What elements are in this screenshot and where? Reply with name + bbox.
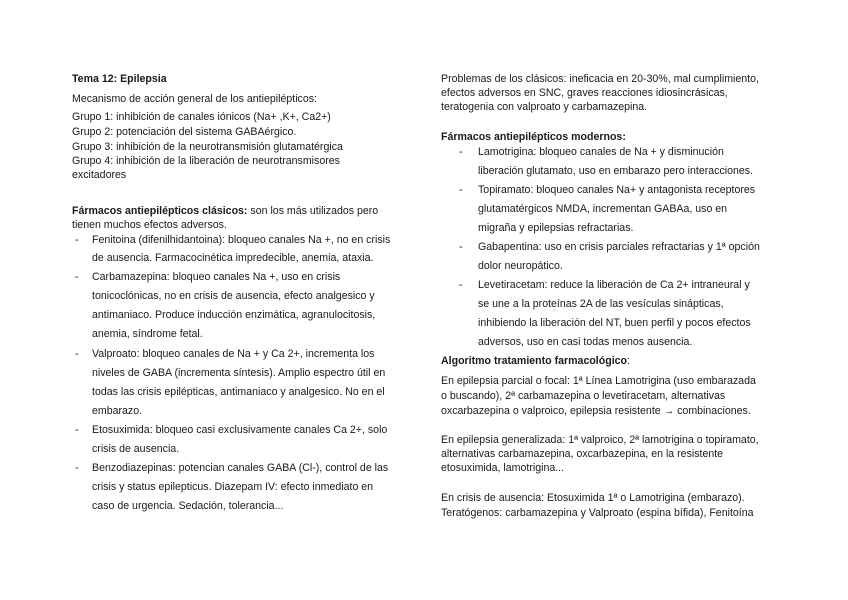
bullet-dash: -: [459, 184, 463, 196]
list-item-line: caso de urgencia. Sedación, tolerancia...: [92, 500, 284, 512]
problems-line: teratogenia con valproato y carbamazepina.: [441, 101, 648, 113]
list-item-line: inhibiendo la liberación del NT, buen perfil y pocos efectos: [478, 317, 751, 329]
generalized-epilepsy-line: alternativas carbamazepina, oxcarbazepina, en la resistente: [441, 448, 724, 460]
algorithm-heading: Algoritmo tratamiento farmacológico: [441, 355, 628, 367]
list-item-line: antimaniaco. Produce inducción enzimática, agranulocitosis,: [92, 309, 376, 321]
list-item-line: liberación glutamato, uso en embarazo pero interacciones.: [478, 165, 754, 177]
list-item-line: Benzodiazepinas: potencian canales GABA (Cl-), control de las: [92, 462, 389, 474]
bullet-dash: -: [75, 271, 79, 283]
list-item-line: embarazo.: [92, 405, 143, 417]
bullet-dash: -: [75, 234, 79, 246]
list-item-line: Fenitoina (difenilhidantoina): bloqueo canales Na +, no en crisis: [92, 234, 391, 246]
bullet-dash: -: [459, 241, 463, 253]
list-item-line: crisis de ausencia.: [92, 443, 180, 455]
classic-intro-cont: tienen muchos efectos adversos.: [72, 219, 227, 231]
bullet-dash: -: [75, 348, 79, 360]
partial-epilepsy-line: En epilepsia parcial o focal: 1ª Línea Lamotrigina (uso embarazada: [441, 375, 756, 387]
list-item-line: de ausencia. Farmacocinética impredecible, anemia, ataxia.: [92, 252, 374, 264]
generalized-epilepsy-line: En epilepsia generalizada: 1ª valproico, 2ª lamotrigina o topiramato,: [441, 434, 759, 446]
group-line: Grupo 1: inhibición de canales iónicos (Na+ ,K+, Ca2+): [72, 111, 331, 123]
group-line: Grupo 2: potenciación del sistema GABAérgico.: [72, 126, 297, 138]
classic-heading-line: [72, 205, 378, 218]
bullet-dash: -: [459, 146, 463, 158]
absence-crisis-line: Teratógenos: carbamazepina y Valproato (espina bífida), Fenitoína: [441, 507, 754, 519]
algorithm-colon: :: [627, 355, 630, 367]
absence-crisis-line: En crisis de ausencia: Etosuximida 1ª o Lamotrigina (embarazo).: [441, 492, 745, 504]
classic-intro: son los más utilizados pero: [250, 205, 379, 217]
list-item-line: Etosuximida: bloqueo casi exclusivamente canales Ca 2+, solo: [92, 424, 388, 436]
page-title: Tema 12: Epilepsia: [72, 73, 167, 85]
list-item-line: crisis y status epilepticus. Diazepam IV: efecto inmediato en: [92, 481, 374, 493]
list-item-line: todas las crisis epilépticas, antimaniaco y analgesico. No en el: [92, 386, 385, 398]
list-item-line: Topiramato: bloqueo canales Na+ y antagonista receptores: [478, 184, 756, 196]
list-item-line: Gabapentina: uso en crisis parciales refractarias y 1ª opción: [478, 241, 760, 253]
list-item-line: dolor neuropático.: [478, 260, 563, 272]
list-item-line: Levetiracetam: reduce la liberación de Ca 2+ intraneural y: [478, 279, 750, 291]
partial-epilepsy-line: oxcarbazepina o valproico, epilepsia resistente → combinaciones.: [441, 405, 751, 417]
list-item-line: niveles de GABA (incrementa síntesis). Amplio espectro útil en: [92, 367, 386, 379]
group-line: Grupo 4: inhibición de la liberación de neurotransmisores: [72, 155, 340, 167]
mechanism-heading: Mecanismo de acción general de los antiepilépticos:: [72, 93, 317, 105]
list-item-line: adversos, uso en casi todas menos ausencia.: [478, 336, 693, 348]
list-item-line: migraña y epilepsias refractarias.: [478, 222, 634, 234]
list-item-line: Lamotrigina: bloqueo canales de Na + y disminución: [478, 146, 724, 158]
problems-line: Problemas de los clásicos: ineficacia en 20-30%, mal cumplimiento,: [441, 73, 759, 85]
generalized-epilepsy-line: etosuximida, lamotrigina...: [441, 462, 565, 474]
list-item-line: se une a la proteínas 2A de las vesículas sinápticas,: [478, 298, 724, 310]
group-line: excitadores: [72, 169, 127, 181]
list-item-line: glutamatérgicos NMDA, incrementan GABAa, uso en: [478, 203, 728, 215]
modern-heading: Fármacos antiepilépticos modernos:: [441, 131, 626, 143]
list-item-line: Valproato: bloqueo canales de Na + y Ca 2+, incrementa los: [92, 348, 375, 360]
group-line: Grupo 3: inhibición de la neurotransmisión glutamatérgica: [72, 141, 343, 153]
problems-line: efectos adversos en SNC, graves reacciones idiosincrásicas,: [441, 87, 728, 99]
bullet-dash: -: [75, 424, 79, 436]
partial-epilepsy-line: o buscando), 2ª carbamazepina o levetiracetam, alternativas: [441, 390, 726, 402]
algorithm-heading-line: [441, 355, 630, 368]
list-item-line: tonicoclónicas, no en crisis de ausencia, efecto analgesico y: [92, 290, 375, 302]
bullet-dash: -: [459, 279, 463, 291]
classic-heading: Fármacos antiepilépticos clásicos:: [72, 205, 248, 217]
list-item-line: Carbamazepina: bloqueo canales Na +, uso en crisis: [92, 271, 341, 283]
bullet-dash: -: [75, 462, 79, 474]
list-item-line: anemia, síndrome fetal.: [92, 328, 203, 340]
